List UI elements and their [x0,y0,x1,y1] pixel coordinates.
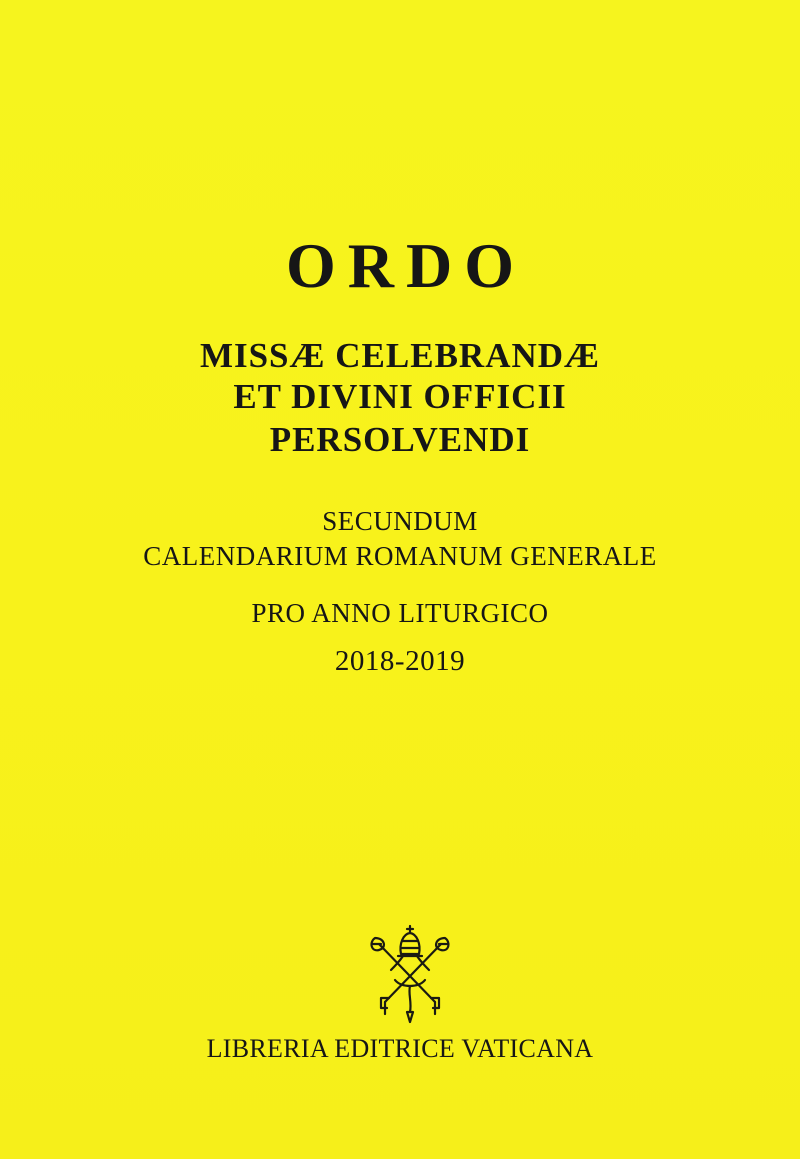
subtitle-line-2: ET DIVINI OFFICII [233,377,567,416]
papal-keys-tiara-emblem [365,922,455,1026]
cover-title: ORDO [286,230,526,301]
calendarium-text: CALENDARIUM ROMANUM GENERALE [143,541,657,571]
liturgical-year: 2018-2019 [334,645,466,677]
pro-anno-text: PRO ANNO LITURGICO [251,598,549,628]
secundum-text: SECUNDUM [322,506,478,536]
subtitle-line-1: MISSÆ CELEBRANDÆ [199,336,601,375]
subtitle-line-3: PERSOLVENDI [269,420,531,459]
publisher-name: LIBRERIA EDITRICE VATICANA [206,1034,594,1063]
